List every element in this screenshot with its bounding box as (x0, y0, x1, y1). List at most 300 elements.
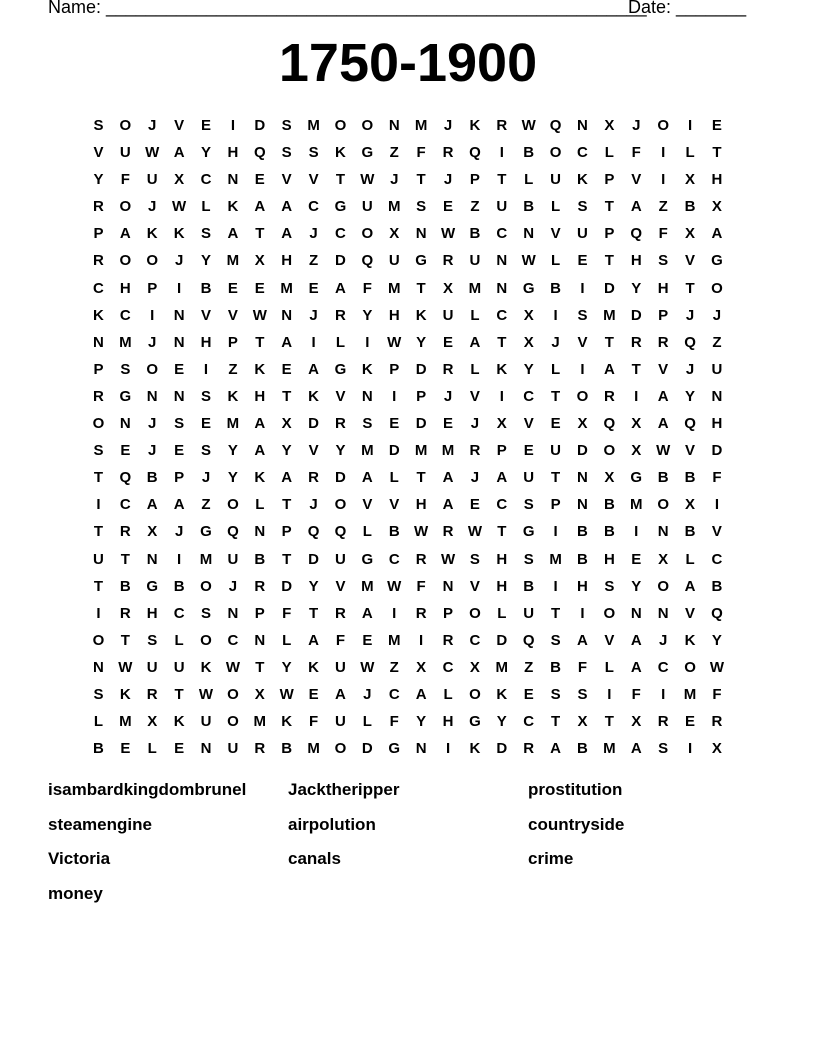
grid-letter[interactable]: R (442, 144, 454, 162)
grid-letter[interactable]: Y (281, 658, 292, 676)
grid-letter[interactable]: B (254, 550, 266, 568)
grid-letter[interactable]: R (93, 198, 104, 216)
grid-letter[interactable]: G (630, 469, 643, 487)
grid-letter[interactable]: R (657, 333, 669, 351)
grid-letter[interactable]: M (307, 117, 320, 134)
grid-letter[interactable]: S (308, 144, 319, 162)
grid-letter[interactable]: T (604, 713, 614, 731)
grid-letter[interactable]: N (388, 117, 400, 134)
grid-letter[interactable]: W (709, 658, 725, 676)
grid-letter[interactable]: R (442, 523, 454, 541)
grid-letter[interactable]: R (335, 306, 346, 324)
grid-letter[interactable]: G (415, 252, 427, 270)
grid-letter[interactable]: M (119, 713, 132, 731)
grid-letter[interactable]: S (174, 415, 185, 433)
grid-letter[interactable]: F (389, 713, 399, 731)
grid-letter[interactable]: P (469, 171, 480, 189)
grid-letter[interactable]: E (577, 252, 588, 270)
grid-letter[interactable]: R (415, 550, 427, 568)
grid-letter[interactable]: T (604, 333, 614, 351)
grid-letter[interactable]: C (469, 631, 481, 649)
grid-letter[interactable]: A (308, 360, 319, 378)
grid-letter[interactable]: X (254, 685, 265, 703)
grid-letter[interactable]: P (658, 306, 669, 324)
grid-letter[interactable]: X (577, 713, 588, 731)
grid-letter[interactable]: A (335, 279, 346, 297)
grid-letter[interactable]: H (496, 550, 508, 568)
grid-letter[interactable]: N (630, 604, 642, 622)
date-field-label[interactable]: Date: _______ (628, 0, 747, 17)
grid-letter[interactable]: Y (523, 360, 534, 378)
grid-letter[interactable]: S (147, 631, 158, 649)
grid-letter[interactable]: M (387, 279, 401, 297)
grid-letter[interactable]: L (604, 658, 614, 676)
grid-letter[interactable]: B (523, 144, 535, 162)
grid-letter[interactable]: V (523, 415, 534, 433)
grid-letter[interactable]: Z (228, 360, 238, 378)
grid-letter[interactable]: M (226, 252, 240, 270)
grid-letter[interactable]: V (711, 523, 722, 541)
grid-letter[interactable]: B (684, 469, 696, 487)
grid-letter[interactable]: R (119, 604, 131, 622)
grid-letter[interactable]: O (469, 604, 481, 622)
grid-letter[interactable]: J (470, 415, 480, 433)
grid-letter[interactable]: C (657, 658, 669, 676)
grid-letter[interactable]: Q (307, 523, 320, 541)
grid-letter[interactable]: A (630, 658, 642, 676)
grid-letter[interactable]: L (443, 685, 453, 703)
grid-letter[interactable]: R (469, 442, 481, 460)
grid-letter[interactable]: K (173, 713, 185, 731)
grid-letter[interactable]: L (255, 496, 265, 514)
grid-letter[interactable]: G (200, 523, 212, 541)
grid-letter[interactable]: C (523, 713, 535, 731)
grid-letter[interactable]: E (308, 685, 319, 703)
grid-letter[interactable]: L (362, 523, 372, 541)
grid-letter[interactable]: H (415, 496, 427, 514)
grid-letter[interactable]: R (657, 713, 669, 731)
grid-letter[interactable]: W (360, 658, 375, 676)
grid-letter[interactable]: N (200, 740, 212, 758)
grid-letter[interactable]: I (607, 685, 612, 703)
grid-letter[interactable]: T (551, 469, 561, 487)
grid-letter[interactable]: H (630, 252, 642, 270)
grid-letter[interactable]: C (388, 685, 400, 703)
grid-letter[interactable]: J (148, 198, 157, 216)
grid-letter[interactable]: V (685, 604, 696, 622)
grid-letter[interactable]: T (551, 387, 561, 405)
grid-letter[interactable]: Q (522, 631, 535, 649)
grid-letter[interactable]: S (658, 740, 669, 758)
grid-letter[interactable]: Y (227, 442, 238, 460)
grid-letter[interactable]: E (685, 713, 696, 731)
grid-letter[interactable]: I (580, 604, 585, 622)
grid-letter[interactable]: L (685, 144, 695, 162)
grid-letter[interactable]: T (255, 333, 265, 351)
grid-letter[interactable]: X (174, 171, 185, 189)
grid-letter[interactable]: Z (308, 252, 319, 270)
grid-letter[interactable]: M (226, 415, 240, 433)
grid-letter[interactable]: M (361, 442, 374, 460)
grid-letter[interactable]: O (146, 252, 159, 270)
grid-letter[interactable]: I (311, 333, 316, 351)
grid-letter[interactable]: Y (308, 577, 319, 595)
grid-letter[interactable]: O (603, 442, 616, 460)
grid-letter[interactable]: I (365, 333, 370, 351)
grid-letter[interactable]: A (442, 496, 454, 514)
grid-letter[interactable]: M (119, 333, 132, 351)
grid-letter[interactable]: R (442, 631, 454, 649)
grid-letter[interactable]: L (470, 360, 480, 378)
grid-letter[interactable]: A (173, 144, 185, 162)
grid-letter[interactable]: R (603, 387, 615, 405)
grid-letter[interactable]: C (308, 198, 319, 216)
grid-letter[interactable]: H (657, 279, 669, 297)
grid-letter[interactable]: I (687, 117, 693, 134)
grid-letter[interactable]: Q (227, 523, 239, 541)
grid-letter[interactable]: C (711, 550, 723, 568)
grid-letter[interactable]: U (361, 198, 373, 216)
grid-letter[interactable]: A (657, 415, 669, 433)
grid-letter[interactable]: C (119, 306, 131, 324)
grid-letter[interactable]: O (227, 713, 239, 731)
grid-letter[interactable]: M (441, 442, 455, 460)
grid-letter[interactable]: N (254, 631, 266, 649)
grid-letter[interactable]: K (361, 360, 373, 378)
grid-letter[interactable]: C (227, 631, 239, 649)
grid-letter[interactable]: X (469, 658, 480, 676)
grid-letter[interactable]: D (577, 442, 588, 460)
grid-letter[interactable]: V (335, 387, 346, 405)
grid-letter[interactable]: B (93, 740, 104, 758)
grid-letter[interactable]: U (335, 713, 346, 731)
grid-letter[interactable]: T (497, 523, 507, 541)
grid-letter[interactable]: R (254, 740, 266, 758)
grid-letter[interactable]: R (254, 577, 266, 595)
grid-letter[interactable]: E (631, 550, 642, 568)
grid-letter[interactable]: A (173, 496, 185, 514)
grid-letter[interactable]: N (93, 658, 104, 676)
grid-letter[interactable]: V (93, 144, 104, 162)
grid-letter[interactable]: M (468, 279, 482, 297)
grid-letter[interactable]: J (228, 577, 238, 595)
grid-letter[interactable]: M (199, 550, 213, 568)
grid-letter[interactable]: T (255, 658, 265, 676)
grid-letter[interactable]: T (416, 279, 426, 297)
grid-letter[interactable]: V (631, 171, 642, 189)
grid-letter[interactable]: V (335, 577, 346, 595)
grid-letter[interactable]: B (603, 496, 615, 514)
grid-letter[interactable]: T (282, 496, 292, 514)
grid-letter[interactable]: I (553, 306, 558, 324)
grid-letter[interactable]: L (389, 469, 399, 487)
grid-letter[interactable]: Q (469, 144, 481, 162)
grid-letter[interactable]: N (577, 117, 588, 134)
grid-letter[interactable]: O (334, 117, 347, 134)
grid-letter[interactable]: I (580, 360, 585, 378)
grid-letter[interactable]: K (308, 387, 319, 405)
grid-letter[interactable]: K (254, 360, 266, 378)
grid-letter[interactable]: O (657, 496, 669, 514)
grid-letter[interactable]: T (255, 225, 265, 243)
grid-letter[interactable]: K (496, 360, 508, 378)
grid-letter[interactable]: K (469, 740, 481, 758)
grid-letter[interactable]: R (93, 252, 104, 270)
grid-letter[interactable]: N (173, 387, 185, 405)
grid-letter[interactable]: A (335, 685, 346, 703)
grid-letter[interactable]: X (443, 279, 454, 297)
grid-letter[interactable]: Z (524, 658, 534, 676)
grid-letter[interactable]: U (93, 550, 104, 568)
grid-letter[interactable]: B (603, 523, 615, 541)
grid-letter[interactable]: F (120, 171, 130, 189)
grid-letter[interactable]: E (443, 198, 454, 216)
grid-letter[interactable]: A (657, 387, 669, 405)
grid-letter[interactable]: J (551, 333, 560, 351)
grid-letter[interactable]: D (361, 740, 373, 758)
grid-letter[interactable]: T (174, 685, 184, 703)
grid-letter[interactable]: V (577, 333, 588, 351)
grid-letter[interactable]: U (119, 144, 131, 162)
grid-letter[interactable]: O (92, 631, 105, 649)
grid-letter[interactable]: H (496, 577, 508, 595)
grid-letter[interactable]: N (442, 577, 454, 595)
grid-letter[interactable]: F (631, 144, 641, 162)
grid-letter[interactable]: I (177, 279, 182, 297)
grid-letter[interactable]: K (227, 387, 239, 405)
grid-letter[interactable]: W (145, 144, 160, 162)
grid-letter[interactable]: S (201, 604, 212, 622)
grid-letter[interactable]: X (631, 713, 642, 731)
grid-letter[interactable]: U (550, 442, 561, 460)
grid-letter[interactable]: N (173, 306, 185, 324)
grid-letter[interactable]: U (227, 740, 239, 758)
grid-letter[interactable]: F (658, 225, 668, 243)
grid-letter[interactable]: Q (549, 117, 562, 134)
grid-letter[interactable]: U (550, 171, 561, 189)
grid-letter[interactable]: I (230, 117, 235, 134)
grid-letter[interactable]: B (657, 469, 669, 487)
grid-letter[interactable]: X (254, 252, 265, 270)
grid-letter[interactable]: S (550, 685, 561, 703)
grid-letter[interactable]: T (416, 171, 426, 189)
grid-letter[interactable]: W (440, 225, 456, 243)
grid-letter[interactable]: P (254, 604, 265, 622)
grid-letter[interactable]: E (550, 415, 561, 433)
grid-letter[interactable]: I (499, 387, 504, 405)
grid-letter[interactable]: W (198, 685, 214, 703)
grid-letter[interactable]: V (685, 252, 696, 270)
grid-letter[interactable]: S (201, 387, 212, 405)
grid-letter[interactable]: S (416, 198, 427, 216)
grid-letter[interactable]: H (146, 604, 158, 622)
grid-letter[interactable]: A (254, 442, 266, 460)
grid-letter[interactable]: D (254, 117, 266, 134)
grid-letter[interactable]: J (658, 631, 668, 649)
grid-letter[interactable]: O (657, 577, 669, 595)
grid-letter[interactable]: L (174, 631, 184, 649)
grid-letter[interactable]: B (119, 577, 131, 595)
grid-letter[interactable]: W (414, 523, 429, 541)
grid-letter[interactable]: T (308, 604, 319, 622)
grid-letter[interactable]: M (387, 198, 401, 216)
grid-letter[interactable]: N (281, 306, 293, 324)
grid-letter[interactable]: E (711, 117, 722, 134)
grid-letter[interactable]: H (388, 306, 400, 324)
grid-letter[interactable]: Y (362, 306, 373, 324)
grid-letter[interactable]: X (147, 713, 158, 731)
grid-letter[interactable]: L (551, 360, 561, 378)
grid-letter[interactable]: L (497, 604, 507, 622)
grid-letter[interactable]: M (630, 496, 643, 514)
grid-letter[interactable]: A (281, 225, 293, 243)
grid-letter[interactable]: E (174, 360, 185, 378)
grid-letter[interactable]: Q (684, 333, 696, 351)
grid-letter[interactable]: Y (496, 713, 507, 731)
grid-letter[interactable]: W (521, 252, 536, 270)
grid-letter[interactable]: B (200, 279, 212, 297)
grid-letter[interactable]: P (389, 360, 400, 378)
grid-letter[interactable]: G (119, 387, 132, 405)
grid-letter[interactable]: I (634, 523, 639, 541)
grid-letter[interactable]: K (254, 469, 266, 487)
grid-letter[interactable]: P (147, 279, 158, 297)
grid-letter[interactable]: P (93, 225, 104, 243)
grid-letter[interactable]: H (227, 144, 239, 162)
grid-letter[interactable]: Z (389, 658, 399, 676)
grid-letter[interactable]: S (577, 685, 588, 703)
grid-letter[interactable]: N (254, 523, 266, 541)
grid-letter[interactable]: A (550, 740, 561, 758)
grid-letter[interactable]: X (604, 469, 615, 487)
grid-letter[interactable]: E (201, 415, 212, 433)
grid-letter[interactable]: Z (201, 496, 211, 514)
grid-letter[interactable]: T (93, 577, 104, 595)
grid-letter[interactable]: I (580, 279, 585, 297)
grid-letter[interactable]: L (685, 550, 695, 568)
grid-letter[interactable]: H (442, 713, 454, 731)
grid-letter[interactable]: P (550, 496, 561, 514)
grid-letter[interactable]: Z (658, 198, 668, 216)
grid-letter[interactable]: E (523, 442, 534, 460)
grid-letter[interactable]: B (469, 225, 481, 243)
grid-letter[interactable]: O (200, 577, 212, 595)
grid-letter[interactable]: I (177, 550, 182, 568)
grid-letter[interactable]: O (711, 279, 723, 297)
grid-letter[interactable]: Y (416, 333, 427, 351)
grid-letter[interactable]: A (469, 333, 481, 351)
grid-letter[interactable]: O (119, 117, 132, 134)
grid-letter[interactable]: M (549, 550, 562, 568)
grid-letter[interactable]: X (631, 415, 642, 433)
grid-letter[interactable]: B (281, 740, 293, 758)
grid-letter[interactable]: G (146, 577, 159, 595)
grid-letter[interactable]: R (442, 252, 454, 270)
grid-letter[interactable]: F (416, 577, 426, 595)
grid-letter[interactable]: C (496, 306, 508, 324)
grid-letter[interactable]: H (603, 550, 615, 568)
grid-letter[interactable]: M (603, 740, 616, 758)
grid-letter[interactable]: O (227, 685, 239, 703)
grid-letter[interactable]: T (497, 171, 507, 189)
grid-letter[interactable]: Y (227, 469, 238, 487)
grid-letter[interactable]: E (389, 415, 400, 433)
grid-letter[interactable]: R (711, 713, 723, 731)
grid-letter[interactable]: M (307, 740, 320, 758)
grid-letter[interactable]: A (119, 225, 131, 243)
grid-letter[interactable]: S (362, 415, 373, 433)
grid-letter[interactable]: G (334, 360, 347, 378)
grid-letter[interactable]: A (630, 631, 642, 649)
grid-letter[interactable]: X (281, 415, 292, 433)
grid-letter[interactable]: T (120, 631, 130, 649)
grid-letter[interactable]: W (387, 333, 402, 351)
grid-letter[interactable]: T (335, 171, 346, 189)
grid-letter[interactable]: A (630, 740, 642, 758)
grid-letter[interactable]: M (387, 631, 401, 649)
grid-letter[interactable]: B (684, 198, 696, 216)
grid-letter[interactable]: U (523, 469, 535, 487)
grid-letter[interactable]: R (146, 685, 158, 703)
grid-letter[interactable]: G (334, 198, 347, 216)
grid-letter[interactable]: N (657, 523, 669, 541)
grid-letter[interactable]: N (711, 387, 723, 405)
grid-letter[interactable]: J (148, 333, 157, 351)
grid-letter[interactable]: E (254, 279, 265, 297)
grid-letter[interactable]: Q (603, 415, 616, 433)
grid-letter[interactable]: Y (685, 387, 696, 405)
grid-letter[interactable]: T (712, 144, 722, 162)
grid-letter[interactable]: K (200, 658, 212, 676)
grid-letter[interactable]: K (173, 225, 185, 243)
grid-letter[interactable]: B (523, 577, 535, 595)
grid-letter[interactable]: N (93, 333, 104, 351)
grid-letter[interactable]: U (227, 550, 239, 568)
grid-letter[interactable]: A (496, 469, 508, 487)
grid-letter[interactable]: Y (201, 252, 212, 270)
grid-letter[interactable]: O (119, 198, 132, 216)
grid-letter[interactable]: A (603, 360, 615, 378)
grid-letter[interactable]: N (361, 387, 373, 405)
grid-letter[interactable]: B (550, 658, 561, 676)
grid-letter[interactable]: W (118, 658, 133, 676)
grid-letter[interactable]: E (120, 442, 131, 460)
grid-letter[interactable]: C (119, 496, 131, 514)
grid-letter[interactable]: R (93, 387, 104, 405)
name-field-label[interactable]: Name: ______________________________________________________ (48, 0, 647, 17)
grid-letter[interactable]: Y (416, 713, 427, 731)
grid-letter[interactable]: T (93, 469, 104, 487)
grid-letter[interactable]: S (201, 442, 212, 460)
grid-letter[interactable]: R (335, 415, 346, 433)
grid-letter[interactable]: E (254, 171, 265, 189)
grid-letter[interactable]: T (282, 387, 292, 405)
grid-letter[interactable]: H (711, 171, 723, 189)
grid-letter[interactable]: X (658, 550, 669, 568)
grid-letter[interactable]: A (684, 577, 696, 595)
grid-letter[interactable]: F (308, 713, 319, 731)
grid-letter[interactable]: O (119, 252, 132, 270)
grid-letter[interactable]: G (361, 144, 374, 162)
grid-letter[interactable]: B (577, 550, 588, 568)
grid-letter[interactable]: L (147, 740, 157, 758)
grid-letter[interactable]: S (201, 225, 212, 243)
grid-letter[interactable]: J (309, 306, 318, 324)
grid-letter[interactable]: S (523, 550, 534, 568)
grid-letter[interactable]: E (120, 740, 131, 758)
grid-letter[interactable]: S (93, 685, 104, 703)
grid-letter[interactable]: P (93, 360, 104, 378)
